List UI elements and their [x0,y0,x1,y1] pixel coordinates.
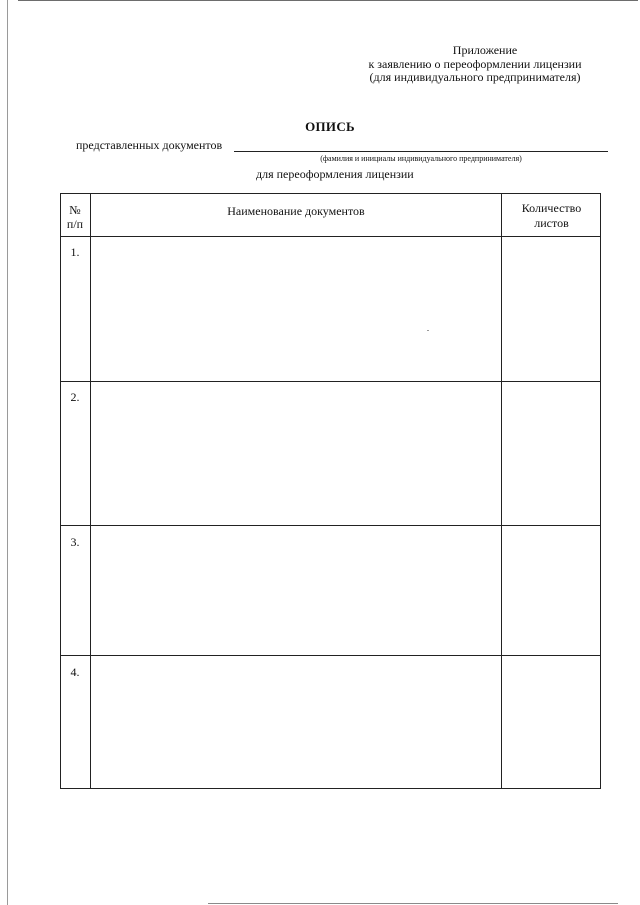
column-divider-num [90,193,91,789]
document-title: ОПИСЬ [305,119,355,134]
column-header-number-line1: № [69,203,81,217]
row-divider [60,525,601,526]
presented-documents-label: представленных документов [76,138,223,152]
documents-table [60,193,601,789]
column-header-sheet-count-line1: Количество [521,201,582,215]
column-header-number [60,203,90,231]
purpose-line: для переоформления лицензии [256,167,414,181]
column-header-number-line2: п/п [66,217,84,231]
entrepreneur-name-caption: (фамилия и инициалы индивидуального предпринимателя) [320,154,522,163]
header-divider [60,236,601,237]
appendix-applicant-type: (для индивидуального предпринимателя) [369,70,581,84]
appendix-subtitle: к заявлению о переоформлении лицензии [368,56,582,71]
row-number: 3. [70,535,80,549]
scan-edge-top [18,0,638,1]
row-divider [60,381,601,382]
row-number: 2. [70,390,80,404]
entrepreneur-name-line [234,151,608,152]
column-header-sheet-count-line2: листов [534,216,569,230]
column-divider-qty [501,193,502,789]
row-number: 4. [70,665,80,679]
column-header-document-name: Наименование документов [227,204,365,218]
scan-edge-bottom [208,903,618,904]
row-number: 1. [70,245,80,259]
column-header-sheet-count [502,201,601,231]
appendix-block [355,44,595,85]
scan-edge-left [7,0,8,905]
scan-speck [427,330,429,331]
row-divider [60,655,601,656]
appendix-title: Приложение [452,43,518,57]
